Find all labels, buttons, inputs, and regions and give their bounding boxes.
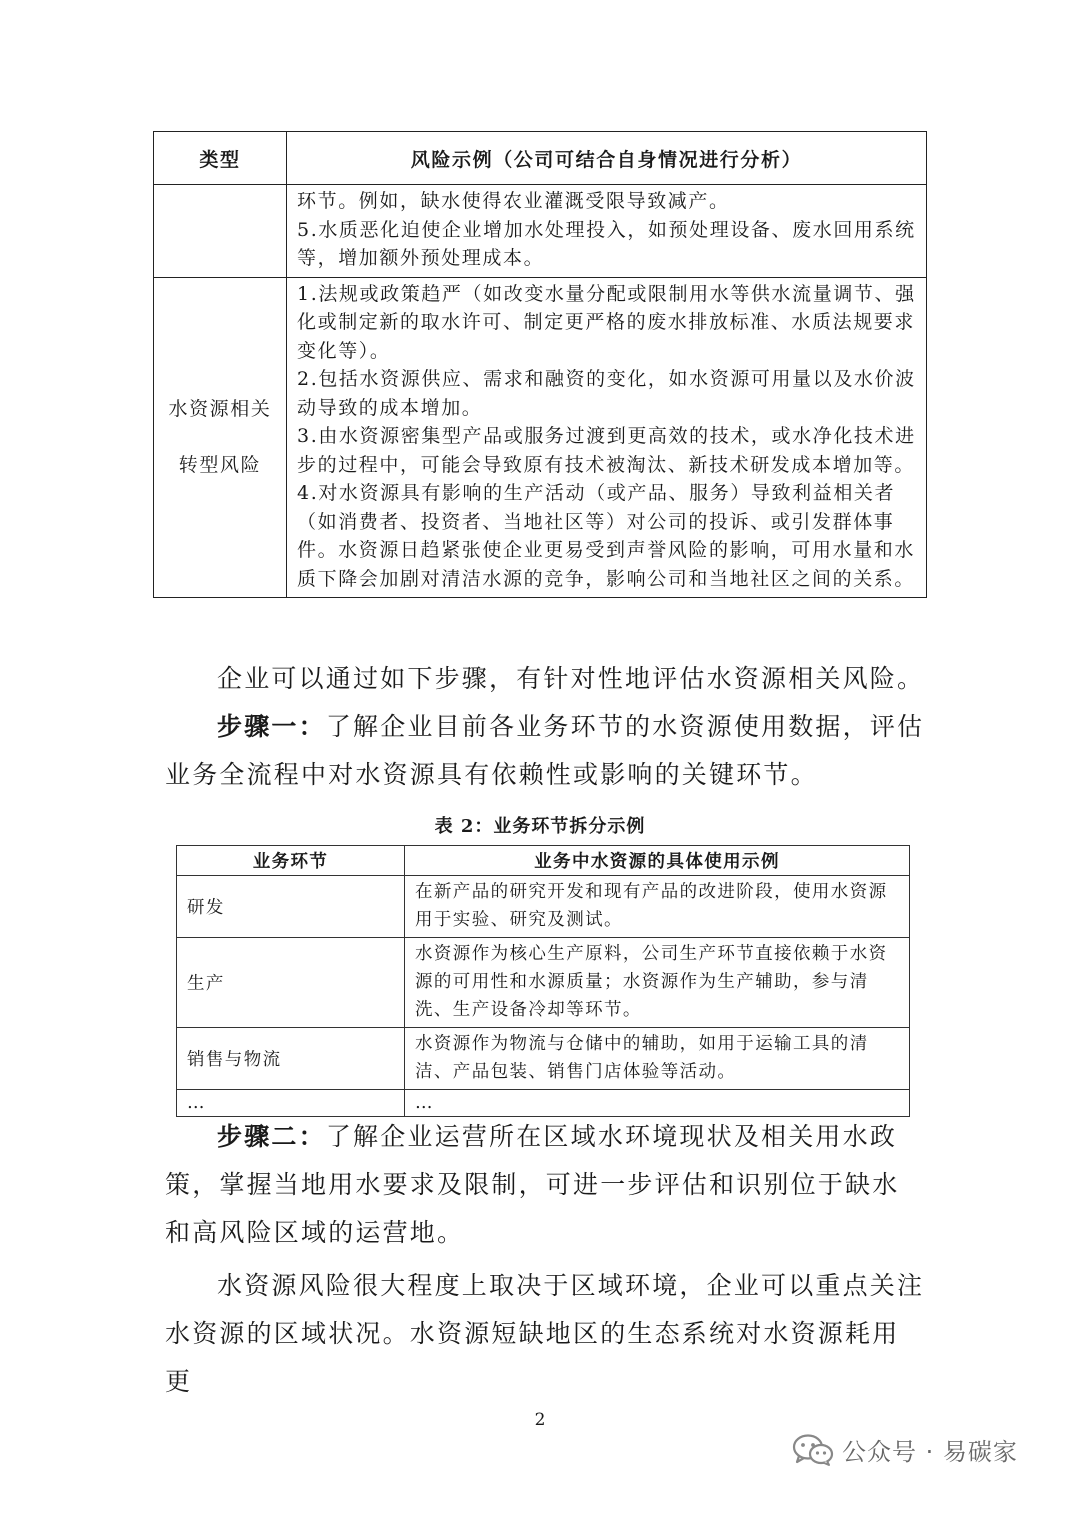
header-business-link: 业务环节 — [177, 846, 405, 876]
business-table-header — [177, 846, 910, 876]
risk-line: 1.法规或政策趋严（如改变水量分配或限制用水等供水流量调节、强化或制定新的取水许可、制定更严格的废水排放标准、水质法规要求变化等）。 — [297, 282, 916, 362]
closing-paragraph: 水资源风险很大程度上取决于区域环境，企业可以重点关注水资源的区域状况。水资源短缺地区的生态系统对水资源耗用更 — [165, 1271, 925, 1396]
table-row — [177, 938, 910, 1028]
business-cell: 生产 — [177, 938, 405, 1028]
risk-line: 3.由水资源密集型产品或服务过渡到更高效的技术，或水净化技术进步的过程中，可能会导致原有技术被淘汰、新技术研发成本增加等。 — [297, 425, 916, 476]
risk-line: 5.水质恶化迫使企业增加水处理投入，如预处理设备、废水回用系统等，增加额外预处理成本。 — [297, 218, 916, 269]
risk-line: 4.对水资源具有影响的生产活动（或产品、服务）导致利益相关者（如消费者、投资者、当地社区等）对公司的投诉、或引发群体事件。水资源日趋紧张使企业更易受到声誉风险的影响，可用水量和水质下降会加剧对清洁水源的竞争，影响公司和当地社区之间的关系。 — [297, 482, 916, 590]
step1-label: 步骤一： — [217, 712, 326, 741]
business-cell: 销售与物流 — [177, 1028, 405, 1090]
watermark — [792, 1432, 1018, 1467]
table-row — [177, 876, 910, 938]
step2-label: 步骤二： — [217, 1122, 326, 1151]
table-row — [177, 1028, 910, 1090]
risk-table-header — [154, 132, 927, 185]
business-cell: 研发 — [177, 876, 405, 938]
wechat-icon — [792, 1433, 834, 1467]
step2-paragraph — [165, 1113, 925, 1257]
risk-line: 环节。例如，缺水使得农业灌溉受限导致减产。 — [297, 190, 730, 212]
usage-cell: … — [405, 1090, 910, 1117]
usage-cell: 在新产品的研究开发和现有产品的改进阶段，使用水资源用于实验、研究及测试。 — [405, 876, 910, 938]
risk-example-cell — [287, 185, 927, 278]
step1-paragraph — [165, 703, 925, 799]
header-risk-example: 风险示例（公司可结合自身情况进行分析） — [287, 132, 927, 185]
risk-line: 2.包括水资源供应、需求和融资的变化，如水资源可用量以及水价波动导致的成本增加。 — [297, 368, 916, 419]
header-usage-example: 业务中水资源的具体使用示例 — [405, 846, 910, 876]
table2-caption: 表 2：业务环节拆分示例 — [434, 816, 646, 837]
step2-text: 了解企业运营所在区域水环境现状及相关用水政策，掌握当地用水要求及限制，可进一步评估和识别位于缺水和高风险区域的运营地。 — [165, 1122, 900, 1247]
business-cell: … — [177, 1090, 405, 1117]
table-row — [154, 277, 927, 598]
page-number: 2 — [534, 1410, 546, 1430]
usage-cell: 水资源作为核心生产原料，公司生产环节直接依赖于水资源的可用性和水源质量；水资源作为生产辅助，参与清洗、生产设备冷却等环节。 — [405, 938, 910, 1028]
business-table — [176, 845, 910, 1117]
risk-example-cell — [287, 277, 927, 598]
step1-text: 了解企业目前各业务环节的水资源使用数据，评估业务全流程中对水资源具有依赖性或影响的关键环节。 — [165, 712, 925, 789]
usage-cell: 水资源作为物流与仓储中的辅助，如用于运输工具的清洁、产品包装、销售门店体验等活动。 — [405, 1028, 910, 1090]
risk-table — [153, 131, 927, 598]
risk-type-cell — [154, 185, 287, 278]
risk-type-cell: 水资源相关转型风险 — [154, 277, 287, 598]
intro-paragraph: 企业可以通过如下步骤，有针对性地评估水资源相关风险。 — [217, 664, 925, 693]
header-type: 类型 — [154, 132, 287, 185]
table-row — [154, 185, 927, 278]
watermark-text: 公众号 · 易碳家 — [842, 1438, 1018, 1466]
